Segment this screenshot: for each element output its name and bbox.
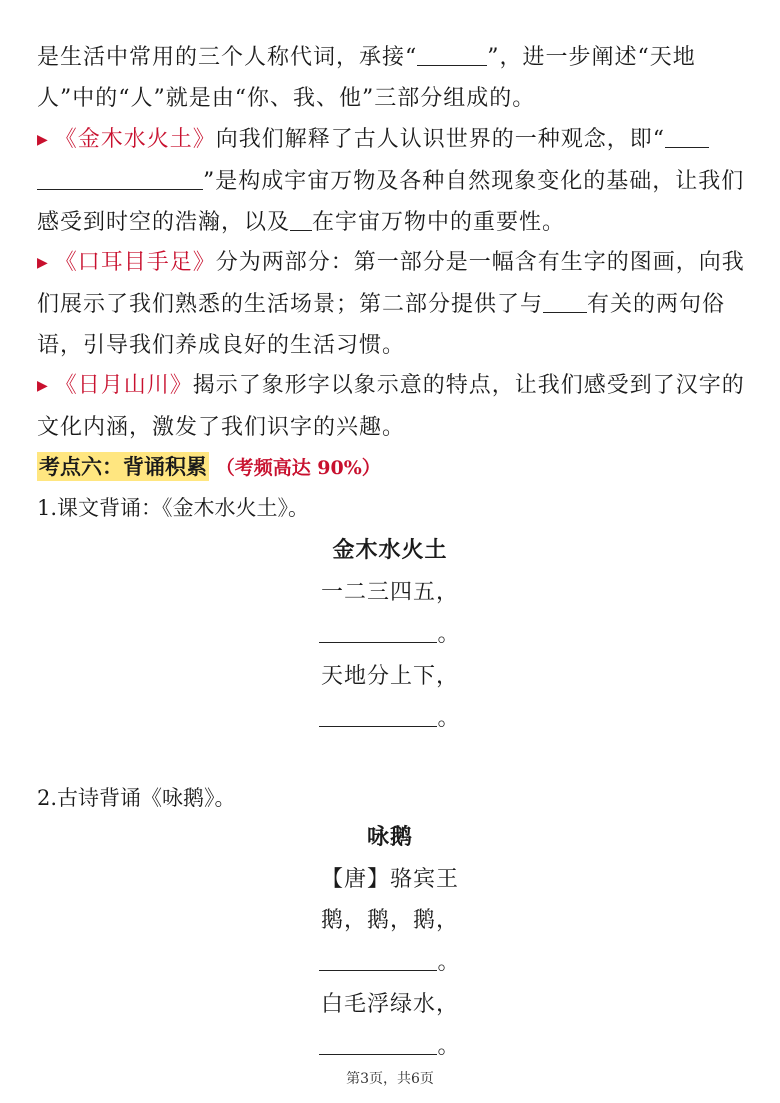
fill-blank[interactable] [543, 290, 587, 313]
fill-blank[interactable] [665, 125, 709, 148]
fill-blank[interactable] [417, 43, 487, 66]
fill-blank[interactable] [37, 167, 203, 190]
poem2-line: 白毛浮绿水， [320, 992, 459, 1017]
paragraph-pronouns: 是生活中常用的三个人称代词，承接“ ”，进一步阐述“天地人”中的“人”就是由“你、我、他”三部分组成的。 [37, 45, 696, 111]
fill-blank[interactable] [319, 704, 437, 727]
task2-heading: 2.古诗背诵《咏鹅》。 [37, 786, 236, 810]
frequency-badge: （考频高达 90%） [215, 457, 381, 479]
poem2-title: 咏鹅 [366, 824, 413, 850]
poem2-blank-line: 。 [0, 1032, 780, 1062]
paragraph-jinmushuihuotu: ▶ 《金木水火土》向我们解释了古人认识世界的一种观念，即“ ”是构成宇宙万物及各种自然现象变化的基础，让我们感受到时空的浩瀚，以及 在宇宙万物中的重要性。 [37, 127, 745, 235]
fill-blank[interactable] [319, 1032, 437, 1055]
fill-blank[interactable] [319, 620, 437, 643]
triangle-bullet-icon: ▶ [37, 132, 49, 148]
poem1-title: 金木水火土 [332, 537, 448, 563]
triangle-bullet-icon: ▶ [37, 378, 49, 394]
section-label: 考点六：背诵积累 [39, 454, 207, 479]
poem1-line: 天地分上下， [320, 664, 459, 689]
poem2-author: 【唐】骆宾王 [320, 867, 459, 892]
section-heading [37, 452, 381, 483]
poem1-blank-line: 。 [0, 704, 780, 734]
poem1-line: 一二三四五， [320, 580, 459, 605]
poem2-line: 鹅，鹅，鹅， [320, 908, 459, 933]
triangle-bullet-icon: ▶ [37, 255, 49, 271]
paragraph-kouermushouzu: ▶ 《口耳目手足》分为两部分：第一部分是一幅含有生字的图画，向我们展示了我们熟悉的生活场景；第二部分提供了与 有关的两句俗语，引导我们养成良好的生活习惯。 [37, 250, 745, 358]
poem2-blank-line: 。 [0, 948, 780, 978]
fill-blank[interactable] [290, 208, 312, 231]
task1-heading: 1.课文背诵：《金木水火土》。 [37, 496, 310, 520]
page-number: 第3页，共6页 [346, 1071, 434, 1087]
poem1-blank-line: 。 [0, 620, 780, 650]
fill-blank[interactable] [319, 948, 437, 971]
paragraph-riyueshanchuan: ▶ 《日月山川》揭示了象形字以象示意的特点，让我们感受到了汉字的文化内涵，激发了我们识字的兴趣。 [37, 373, 745, 440]
